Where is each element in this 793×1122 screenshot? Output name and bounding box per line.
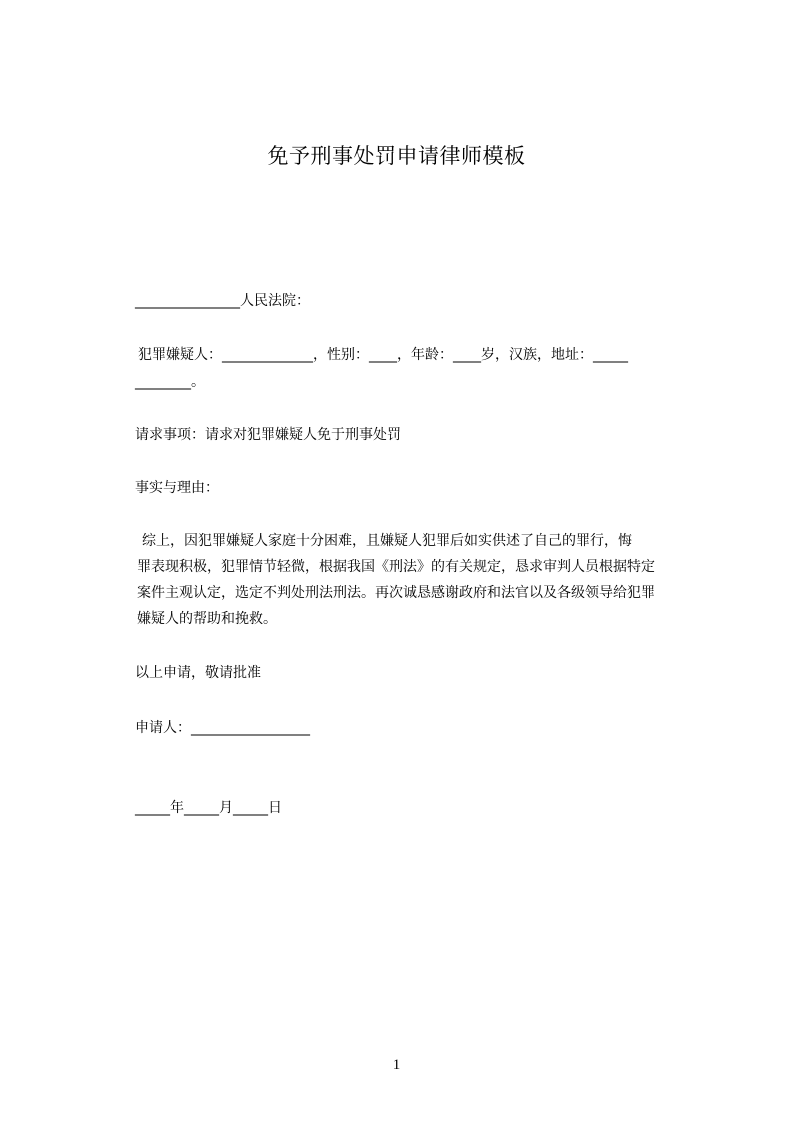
document-title: 免予刑事处罚申请律师模板 bbox=[267, 144, 526, 168]
facts-heading: 事实与理由： bbox=[135, 480, 219, 496]
request-line: 请求事项：请求对犯罪嫌疑人免于刑事处罚 bbox=[135, 427, 401, 443]
facts-paragraph-line: 案件主观认定，选定不判处刑法刑法。再次诚恳感谢政府和法官以及各级领导给犯罪 bbox=[137, 585, 655, 601]
facts-paragraph bbox=[135, 528, 703, 632]
closing-line: 以上申请，敬请批准 bbox=[135, 665, 261, 681]
suspect-address-continuation: ________。 bbox=[135, 374, 205, 390]
date-line: _____年_____月_____日 bbox=[135, 800, 282, 816]
court-line: _______________人民法院： bbox=[135, 293, 310, 309]
suspect-info-line: 犯罪嫌疑人：_____________，性别：____，年龄：____岁，汉族，地址：_____ bbox=[138, 347, 628, 363]
page-number: 1 bbox=[392, 1057, 401, 1073]
facts-paragraph-line: 嫌疑人的帮助和挽救。 bbox=[137, 611, 277, 627]
facts-paragraph-line: 综上，因犯罪嫌疑人家庭十分困难，且嫌疑人犯罪后如实供述了自己的罪行，悔 bbox=[142, 533, 632, 549]
facts-paragraph-line: 罪表现积极，犯罪情节轻微，根据我国《刑法》的有关规定，恳求审判人员根据特定 bbox=[137, 559, 655, 575]
applicant-line: 申请人：_________________ bbox=[135, 720, 310, 736]
